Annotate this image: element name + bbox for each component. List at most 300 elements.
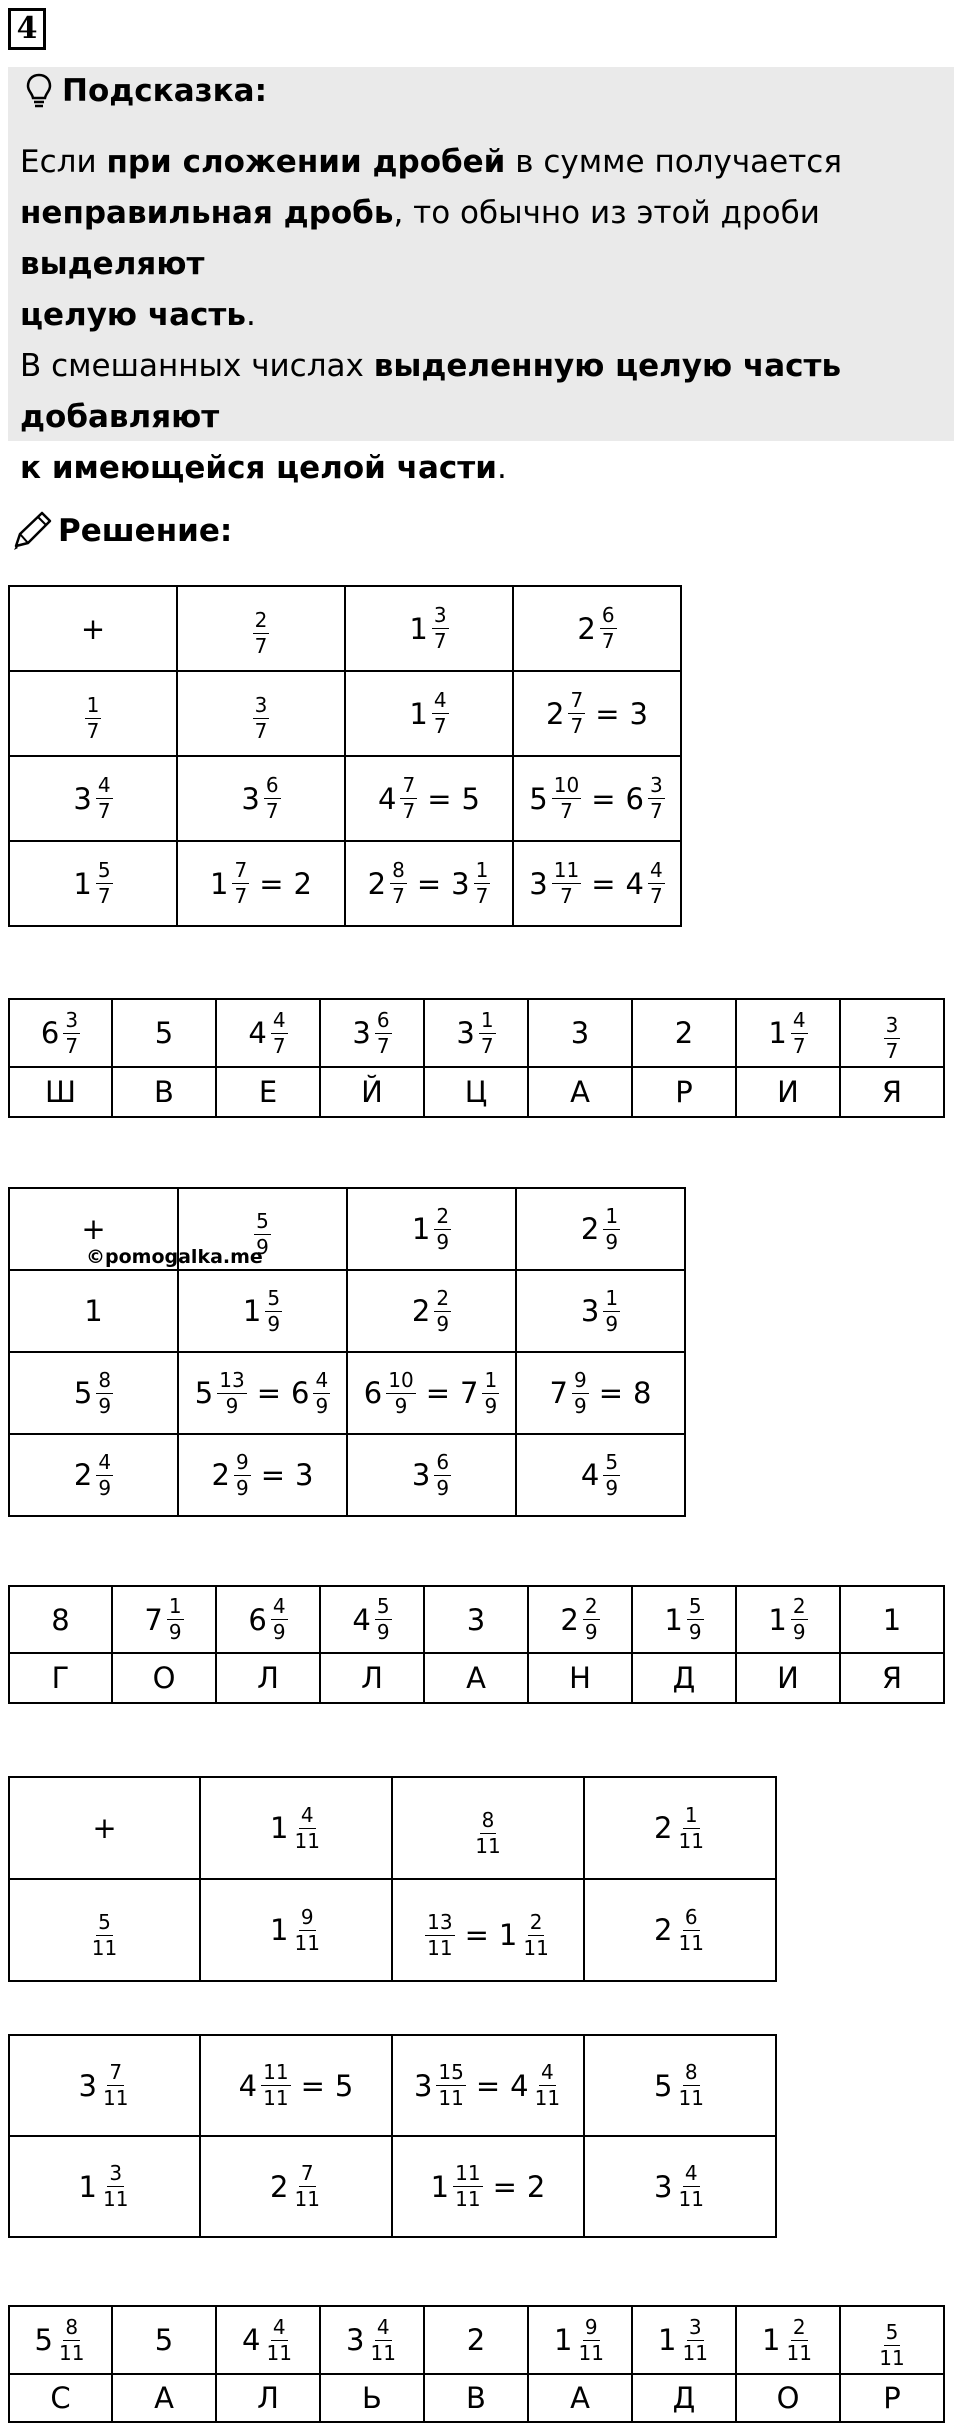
table-cell <box>320 1586 424 1653</box>
denominator: 9 <box>436 1229 450 1254</box>
table-cell <box>9 1777 200 1879</box>
math-expression <box>257 1661 279 1695</box>
fraction <box>603 1285 620 1336</box>
whole-number: 3 <box>295 1458 314 1492</box>
numerator: 2 <box>584 1594 598 1618</box>
denominator: 7 <box>97 884 111 908</box>
math-expression <box>81 612 105 646</box>
whole-number: Ш <box>44 1075 76 1109</box>
fraction <box>293 1802 322 1853</box>
hint-line-4 <box>20 341 950 443</box>
fraction <box>167 1596 184 1643</box>
whole-number: И <box>777 1075 799 1109</box>
fraction <box>521 1909 550 1960</box>
whole-number: Г <box>51 1661 70 1695</box>
whole-number: Р <box>675 1075 693 1109</box>
whole-number: 2 <box>546 696 565 731</box>
fraction <box>677 1904 706 1955</box>
fraction <box>687 1596 704 1643</box>
denominator: 7 <box>433 629 447 653</box>
fraction <box>436 2062 465 2109</box>
table-cell <box>528 2374 632 2422</box>
math-expression <box>248 1596 287 1643</box>
table-cell <box>177 586 345 671</box>
fraction <box>96 775 113 822</box>
math-expression <box>884 1012 901 1063</box>
math-expression <box>73 775 112 822</box>
table-cell <box>200 2035 392 2136</box>
equals-sign: = <box>598 1376 624 1410</box>
numerator: 5 <box>376 1594 390 1618</box>
math-expression <box>92 1811 116 1845</box>
fraction <box>583 1596 600 1643</box>
hint-line-5 <box>20 443 950 494</box>
whole-number: 5 <box>654 2068 673 2103</box>
numerator: 4 <box>98 1449 112 1474</box>
equals-sign: = <box>591 781 616 816</box>
table-cell <box>347 1270 516 1352</box>
denominator: 11 <box>103 2187 129 2211</box>
hint-text-segment: . <box>246 297 256 333</box>
denominator: 11 <box>263 2086 289 2110</box>
numerator: 1 <box>484 1367 498 1392</box>
hint-text-segment: В смешанных числах <box>20 348 374 384</box>
whole-number: 1 <box>270 1811 289 1845</box>
whole-number: 3 <box>580 1294 600 1328</box>
math-expression <box>144 1596 183 1643</box>
numerator: 4 <box>97 773 111 797</box>
numerator: 13 <box>427 1909 453 1934</box>
table-cell <box>736 2306 840 2374</box>
denominator: 11 <box>786 2340 812 2365</box>
table-cell <box>216 1067 320 1117</box>
denominator: 7 <box>65 1033 79 1058</box>
math-expression <box>52 1661 70 1695</box>
fraction <box>533 2062 562 2109</box>
math-expression <box>259 1075 277 1109</box>
math-expression <box>673 2381 696 2415</box>
fraction <box>375 1596 392 1643</box>
numerator: 11 <box>455 2161 481 2185</box>
denominator: 11 <box>294 2187 320 2211</box>
table-cell <box>112 1653 216 1703</box>
whole-number: А <box>570 2381 590 2415</box>
table-cell <box>216 2374 320 2422</box>
whole-number: 4 <box>238 2068 258 2103</box>
equals-sign: = <box>591 866 616 901</box>
whole-number: Н <box>569 1661 591 1695</box>
whole-number: 1 <box>270 1913 289 1947</box>
numerator: 2 <box>436 1285 450 1310</box>
fraction <box>648 775 665 822</box>
table-cell <box>528 1653 632 1703</box>
hint-line-3 <box>20 290 950 341</box>
math-expression <box>73 1367 113 1418</box>
numerator: 5 <box>688 1594 702 1618</box>
denominator: 11 <box>678 2086 704 2110</box>
table-cell <box>584 1777 776 1879</box>
hint-header <box>26 73 267 109</box>
table-cell <box>9 1434 178 1516</box>
table-2 <box>8 998 945 1118</box>
whole-number: 1 <box>73 866 92 901</box>
math-expression <box>456 1007 495 1058</box>
fraction <box>785 2314 814 2365</box>
denominator: 9 <box>256 1234 269 1259</box>
table-cell <box>9 756 177 841</box>
whole-number: 3 <box>352 1016 371 1050</box>
table-cell <box>513 841 681 926</box>
math-expression <box>248 1007 287 1058</box>
numerator: 4 <box>792 1007 806 1032</box>
denominator: 7 <box>265 799 279 823</box>
table-cell <box>736 2374 840 2422</box>
math-expression <box>654 2062 706 2109</box>
whole-number: 4 <box>352 1602 371 1637</box>
denominator: 11 <box>266 2340 292 2365</box>
table-cell <box>200 1879 392 1981</box>
hint-text-segment: Если <box>20 144 107 180</box>
denominator: 11 <box>427 1935 453 1960</box>
table-cell <box>584 2136 776 2237</box>
numerator: 8 <box>392 858 405 882</box>
numerator: 2 <box>792 2314 806 2339</box>
denominator: 7 <box>254 634 268 658</box>
math-expression <box>155 2323 173 2357</box>
whole-number: 3 <box>529 866 548 901</box>
math-expression <box>762 2314 814 2365</box>
numerator: 3 <box>254 693 268 717</box>
table-cell <box>347 1352 516 1434</box>
table-cell <box>424 1586 528 1653</box>
math-expression <box>153 1661 176 1695</box>
numerator: 4 <box>540 2060 554 2084</box>
fraction <box>577 2314 606 2365</box>
fraction <box>253 610 270 657</box>
table-row <box>9 1352 685 1434</box>
table-cell <box>840 1586 944 1653</box>
whole-number: А <box>154 2381 174 2415</box>
math-expression <box>882 1075 902 1109</box>
table-row <box>9 1067 944 1117</box>
math-expression <box>73 1449 113 1500</box>
equals-sign: = <box>475 2068 501 2103</box>
math-expression <box>270 2163 322 2210</box>
numerator: 2 <box>529 1909 543 1934</box>
math-expression <box>45 1075 76 1109</box>
denominator: 7 <box>570 714 584 738</box>
table-cell <box>216 1653 320 1703</box>
fraction <box>293 1904 322 1955</box>
math-expression <box>883 1603 901 1637</box>
fraction <box>271 1596 288 1643</box>
numerator: 7 <box>570 688 584 712</box>
math-expression <box>654 1802 706 1853</box>
math-expression <box>51 1603 69 1637</box>
denominator: 9 <box>98 1475 112 1500</box>
fraction <box>217 1367 246 1418</box>
numerator: 4 <box>684 2161 698 2185</box>
table-row <box>9 2374 944 2422</box>
hint-text <box>20 137 950 494</box>
plus-sign: + <box>81 1212 106 1246</box>
whole-number: 5 <box>154 2323 174 2357</box>
denominator: 7 <box>86 719 100 743</box>
numerator: 6 <box>601 603 615 627</box>
table-cell <box>424 2306 528 2374</box>
fraction <box>474 860 491 907</box>
whole-number: 4 <box>580 1458 600 1492</box>
table-row <box>9 586 681 671</box>
table-cell <box>112 999 216 1067</box>
denominator: 9 <box>436 1475 450 1500</box>
whole-number: 3 <box>73 781 92 816</box>
table-cell <box>424 2374 528 2422</box>
whole-number: 5 <box>34 2323 53 2357</box>
table-cell <box>424 999 528 1067</box>
equals-sign: = <box>256 1376 282 1410</box>
denominator: 9 <box>376 1620 390 1644</box>
fraction <box>232 860 249 907</box>
whole-number: А <box>570 1075 590 1109</box>
table-cell <box>392 1879 584 1981</box>
whole-number: Д <box>672 2381 696 2415</box>
numerator: 1 <box>480 1007 494 1032</box>
denominator: 9 <box>584 1620 598 1644</box>
whole-number: 1 <box>411 1212 431 1246</box>
pencil-icon <box>10 510 54 552</box>
table-cell <box>632 999 736 1067</box>
hint-title: Подсказка: <box>62 73 267 109</box>
table-cell <box>584 2035 776 2136</box>
table-cell <box>632 1653 736 1703</box>
fraction <box>884 1012 901 1063</box>
denominator: 7 <box>649 799 663 823</box>
fraction <box>453 2163 482 2210</box>
fraction <box>85 695 102 742</box>
math-expression <box>570 1075 590 1109</box>
whole-number: И <box>777 1661 799 1695</box>
fraction <box>681 2314 710 2365</box>
table-cell <box>632 1067 736 1117</box>
whole-number: 1 <box>554 2323 573 2357</box>
numerator: 9 <box>573 1367 587 1392</box>
denominator: 11 <box>438 2086 464 2110</box>
fraction <box>482 1367 499 1418</box>
numerator: 4 <box>433 688 447 712</box>
whole-number: Л <box>361 1661 383 1695</box>
math-expression <box>570 2381 590 2415</box>
whole-number: 1 <box>658 2323 677 2357</box>
math-expression <box>368 860 491 907</box>
denominator: 7 <box>601 629 615 653</box>
denominator: 7 <box>402 799 416 823</box>
math-expression <box>257 2381 279 2415</box>
math-expression <box>768 1007 807 1058</box>
whole-number: 4 <box>625 866 644 901</box>
denominator: 11 <box>475 1833 501 1858</box>
math-expression <box>79 2062 131 2109</box>
fraction <box>265 1285 282 1336</box>
whole-number: Я <box>881 1661 903 1695</box>
whole-number: Л <box>257 1661 279 1695</box>
numerator: 3 <box>688 2314 702 2339</box>
denominator: 11 <box>370 2340 396 2365</box>
fraction <box>432 605 449 652</box>
table-cell <box>200 1777 392 1879</box>
table-row <box>9 1777 776 1879</box>
equals-sign: = <box>259 866 284 901</box>
fraction <box>386 1367 415 1418</box>
math-expression <box>253 610 270 657</box>
table-cell <box>632 1586 736 1653</box>
table-cell <box>9 1352 178 1434</box>
whole-number: Ь <box>362 2381 382 2415</box>
math-expression <box>882 1661 902 1695</box>
table-cell <box>424 1653 528 1703</box>
math-expression <box>654 1904 706 1955</box>
fraction <box>63 1007 80 1058</box>
numerator: 9 <box>235 1449 249 1474</box>
numerator: 3 <box>649 773 663 797</box>
table-row <box>9 1586 944 1653</box>
table-cell <box>347 1188 516 1270</box>
table-cell <box>9 1653 112 1703</box>
math-expression <box>361 1661 383 1695</box>
numerator: 1 <box>605 1285 619 1310</box>
hint-bold-text: выделяют <box>20 246 205 282</box>
table-cell <box>513 671 681 756</box>
numerator: 5 <box>605 1449 619 1474</box>
numerator: 4 <box>272 2314 286 2339</box>
math-expression <box>84 1294 102 1328</box>
table-cell <box>840 2306 944 2374</box>
whole-number: Й <box>361 1075 383 1109</box>
task-number: 4 <box>8 8 46 50</box>
whole-number: 5 <box>154 1016 174 1050</box>
math-expression <box>777 1075 799 1109</box>
table-cell <box>9 999 112 1067</box>
table-cell <box>9 1270 178 1352</box>
denominator: 9 <box>605 1475 619 1500</box>
denominator: 9 <box>272 1620 286 1644</box>
table-cell <box>840 1653 944 1703</box>
whole-number: В <box>154 1075 174 1109</box>
whole-number: 1 <box>664 1602 683 1637</box>
table-cell <box>320 1653 424 1703</box>
table-cell <box>840 1067 944 1117</box>
fraction <box>293 2163 322 2210</box>
math-expression <box>467 2323 485 2357</box>
whole-number: Л <box>257 2381 279 2415</box>
whole-number: 6 <box>248 1602 267 1637</box>
hint-text-segment: в сумме получается <box>505 144 843 180</box>
table-cell <box>9 841 177 926</box>
table-cell <box>112 1067 216 1117</box>
math-expression <box>352 1007 391 1058</box>
math-expression <box>154 1075 174 1109</box>
table-cell <box>528 999 632 1067</box>
fraction <box>101 2062 130 2109</box>
whole-number: 5 <box>529 781 548 816</box>
denominator: 11 <box>455 2187 481 2211</box>
math-expression <box>411 1449 451 1500</box>
table-row <box>9 1270 685 1352</box>
denominator: 9 <box>394 1393 408 1418</box>
denominator: 7 <box>792 1033 806 1058</box>
whole-number: 4 <box>242 2323 261 2357</box>
math-expression <box>675 1075 693 1109</box>
math-expression <box>409 690 448 737</box>
table-cell <box>736 1653 840 1703</box>
numerator: 1 <box>86 693 100 717</box>
math-expression <box>877 2319 906 2370</box>
table-cell <box>528 2306 632 2374</box>
numerator: 5 <box>97 858 111 882</box>
denominator: 9 <box>605 1229 619 1254</box>
denominator: 11 <box>59 2340 85 2365</box>
denominator: 9 <box>98 1393 112 1418</box>
fraction <box>600 605 617 652</box>
whole-number: 6 <box>291 1376 310 1410</box>
denominator: 7 <box>254 719 268 743</box>
math-expression <box>529 775 664 822</box>
whole-number: 3 <box>466 1602 486 1637</box>
table-cell <box>177 841 345 926</box>
denominator: 7 <box>272 1033 286 1058</box>
table-cell <box>9 1586 112 1653</box>
numerator: 6 <box>376 1007 390 1032</box>
table-cell <box>178 1270 347 1352</box>
denominator: 11 <box>294 1930 320 1955</box>
denominator: 7 <box>480 1033 494 1058</box>
hint-bold-text: при сложении дробей <box>106 144 506 180</box>
fraction <box>877 2319 906 2370</box>
fraction <box>603 1449 620 1500</box>
numerator: 7 <box>402 773 416 797</box>
table-row <box>9 1879 776 1981</box>
numerator: 11 <box>553 858 580 882</box>
table-3 <box>8 1187 686 1517</box>
table-cell <box>516 1188 685 1270</box>
denominator: 11 <box>294 1828 320 1853</box>
equals-sign: = <box>595 696 620 731</box>
whole-number: 2 <box>293 866 312 901</box>
denominator: 9 <box>605 1311 619 1336</box>
whole-number: 3 <box>411 1458 431 1492</box>
math-expression <box>210 860 312 907</box>
fraction <box>261 2062 290 2109</box>
table-cell <box>528 1586 632 1653</box>
lightbulb-icon <box>26 73 52 109</box>
math-expression <box>79 2163 131 2210</box>
denominator: 11 <box>534 2086 561 2110</box>
numerator: 5 <box>98 1909 111 1934</box>
math-expression <box>270 1904 322 1955</box>
whole-number: 4 <box>510 2068 529 2103</box>
fraction <box>96 1367 113 1418</box>
fraction <box>96 860 113 907</box>
numerator: 5 <box>267 1285 281 1310</box>
whole-number: Р <box>883 2381 901 2415</box>
whole-number: Д <box>672 1661 696 1695</box>
denominator: 7 <box>475 884 489 908</box>
table-cell <box>528 1067 632 1117</box>
numerator: 7 <box>234 858 248 882</box>
table-row <box>9 671 681 756</box>
math-expression <box>242 2314 294 2365</box>
whole-number: 2 <box>211 1458 230 1492</box>
